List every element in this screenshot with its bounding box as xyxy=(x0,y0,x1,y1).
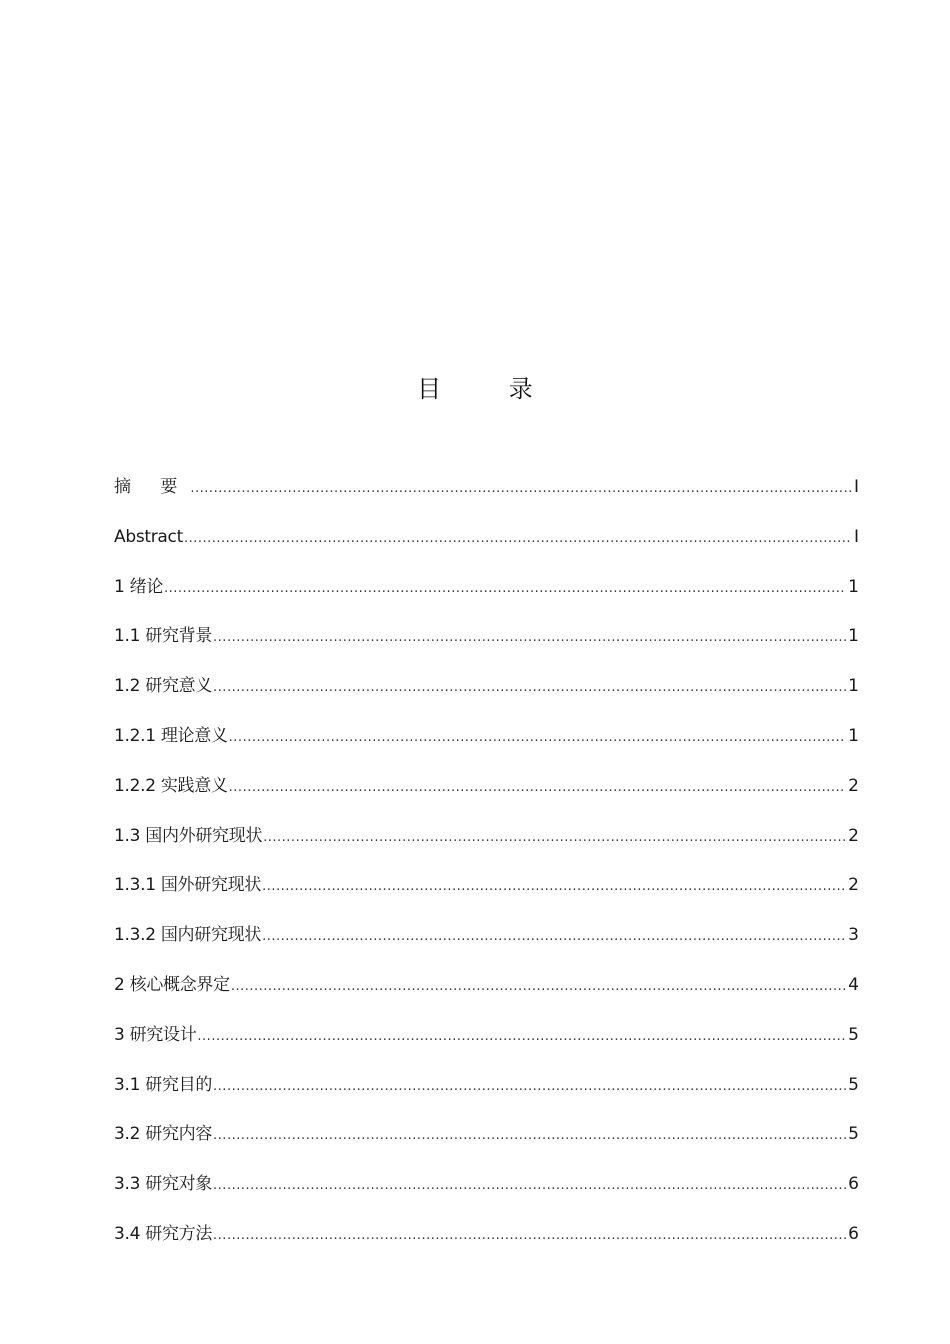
table-of-contents xyxy=(114,474,859,1271)
toc-entry-label: 3 研究设计 xyxy=(114,1024,197,1045)
toc-entry-label: Abstract xyxy=(114,526,183,547)
toc-entry-page: 2 xyxy=(848,775,859,796)
toc-entry-label: 1.2.1 理论意义 xyxy=(114,725,228,746)
toc-entry-page: 5 xyxy=(848,1124,859,1145)
toc-entry-label: 3.1 研究目的 xyxy=(114,1074,213,1095)
toc-entry-label: 1.2 研究意义 xyxy=(114,676,213,697)
toc-entry-page: 1 xyxy=(848,676,859,697)
dot-leader xyxy=(263,825,846,851)
toc-entry-label: 3.3 研究对象 xyxy=(114,1174,213,1195)
toc-entry-ch3[interactable] xyxy=(114,1022,859,1072)
toc-entry-page: I xyxy=(853,526,859,547)
dot-leader xyxy=(213,675,846,701)
toc-entry-label: 1.1 研究背景 xyxy=(114,626,213,647)
dot-leader xyxy=(184,526,852,552)
toc-entry-page: 2 xyxy=(848,825,859,846)
dot-leader xyxy=(213,625,846,651)
dot-leader xyxy=(197,1024,846,1050)
toc-entry-1-3-1[interactable] xyxy=(114,872,859,922)
toc-entry-1-2-1[interactable] xyxy=(114,723,859,773)
dot-leader xyxy=(164,576,846,602)
dot-leader xyxy=(213,1223,846,1249)
dot-leader xyxy=(262,924,846,950)
dot-leader xyxy=(262,874,846,900)
toc-entry-label: 2 核心概念界定 xyxy=(114,974,230,995)
dot-leader xyxy=(213,1123,846,1149)
toc-entry-label: 1.3.1 国外研究现状 xyxy=(114,875,262,896)
dot-leader xyxy=(213,1173,846,1199)
dot-leader xyxy=(190,476,852,502)
toc-entry-abstract-cn[interactable] xyxy=(114,474,859,524)
toc-entry-page: 5 xyxy=(848,1024,859,1045)
toc-entry-ch1[interactable] xyxy=(114,574,859,624)
toc-entry-ch2[interactable] xyxy=(114,972,859,1022)
toc-entry-abstract-en[interactable] xyxy=(114,524,859,574)
toc-entry-page: 1 xyxy=(848,626,859,647)
toc-entry-page: 6 xyxy=(848,1174,859,1195)
toc-entry-label: 3.4 研究方法 xyxy=(114,1223,213,1244)
toc-entry-3-2[interactable] xyxy=(114,1121,859,1171)
dot-leader xyxy=(229,775,847,801)
toc-entry-label: 1.3.2 国内研究现状 xyxy=(114,925,262,946)
toc-entry-label: 1 绪论 xyxy=(114,576,164,597)
toc-entry-3-1[interactable] xyxy=(114,1072,859,1122)
dot-leader xyxy=(213,1074,846,1100)
toc-entry-1-2-2[interactable] xyxy=(114,773,859,823)
toc-entry-page: 4 xyxy=(848,974,859,995)
toc-entry-label: 1.3 国内外研究现状 xyxy=(114,825,263,846)
toc-entry-page: 2 xyxy=(848,875,859,896)
toc-entry-1-1[interactable] xyxy=(114,623,859,673)
toc-entry-1-2[interactable] xyxy=(114,673,859,723)
toc-entry-1-3[interactable] xyxy=(114,823,859,873)
toc-entry-1-3-2[interactable] xyxy=(114,922,859,972)
toc-entry-3-4[interactable] xyxy=(114,1221,859,1271)
toc-entry-label: 1.2.2 实践意义 xyxy=(114,775,228,796)
dot-leader xyxy=(229,725,847,751)
toc-title: 目 录 xyxy=(417,375,563,403)
toc-entry-label: 摘 要 xyxy=(114,477,190,497)
toc-entry-page: 1 xyxy=(848,725,859,746)
toc-entry-page: 6 xyxy=(848,1223,859,1244)
toc-entry-page: I xyxy=(853,477,859,497)
toc-entry-page: 3 xyxy=(848,925,859,946)
toc-entry-page: 5 xyxy=(848,1074,859,1095)
toc-entry-label: 3.2 研究内容 xyxy=(114,1124,213,1145)
toc-entry-3-3[interactable] xyxy=(114,1171,859,1221)
toc-entry-page: 1 xyxy=(848,576,859,597)
dot-leader xyxy=(231,974,846,1000)
